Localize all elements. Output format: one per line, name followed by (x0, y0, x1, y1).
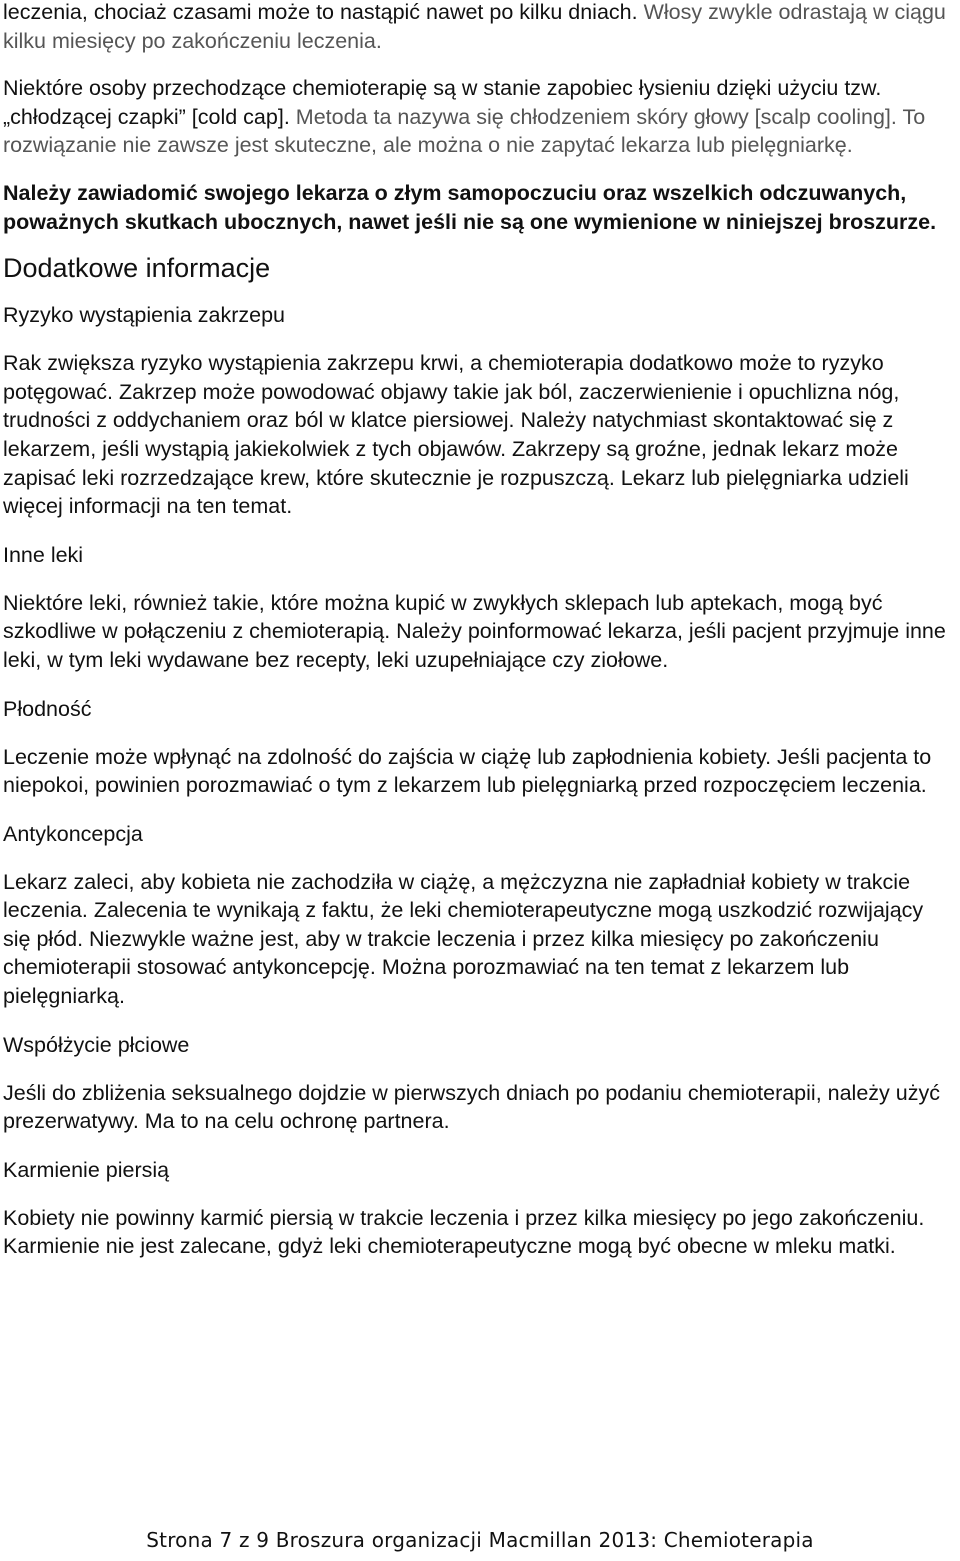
text-other-medicines: Niektóre leki, również takie, które można kupić w zwykłych sklepach lub aptekach, mogą być szkodliwe w połączeniu z chemioterapią. Należy poinformować lekarza, jeśli pacjent przyjmuje inne leki, w tym leki wydawane bez recepty, leki uzupełniające czy ziołowe. (3, 590, 946, 672)
page-footer: Strona 7 z 9 Broszura organizacji Macmillan 2013: Chemioterapia (146, 1528, 814, 1552)
continued-paragraph (3, 0, 955, 55)
heading-breastfeeding: Karmienie piersią (3, 1157, 170, 1182)
cold-cap-paragraph (3, 74, 955, 160)
heading-blood-clot: Ryzyko wystąpienia zakrzepu (3, 303, 286, 328)
document-content (3, 0, 955, 1281)
text-sexual-intercourse: Jeśli do zbliżenia seksualnego dojdzie w pierwszych dniach po podaniu chemioterapii, należy użyć prezerwatywy. Ma to na celu ochronę partnera. (3, 1080, 940, 1134)
text-contraception: Lekarz zaleci, aby kobieta nie zachodziła w ciążę, a mężczyzna nie zapładniał kobiety w trakcie leczenia. Zalecenia te wynikają z faktu, że leki chemioterapeutyczne mogą uszkodzić rozwijający się płód. Niezwykle ważne jest, aby w trakcie leczenia i przez kilka miesięcy po zakończeniu chemioterapii stosować antykoncepcję. Można porozmawiać na ten temat z lekarzem lub pielęgniarką. (3, 869, 924, 1009)
heading-fertility: Płodność (3, 696, 92, 721)
side-effects-warning: Należy zawiadomić swojego lekarza o złym samopoczuciu oraz wszelkich odczuwanych, poważnych skutkach ubocznych, nawet jeśli nie są one wymienione w niniejszej broszurze. (3, 180, 937, 234)
text-blood-clot: Rak zwiększa ryzyko wystąpienia zakrzepu krwi, a chemioterapia dodatkowo może to ryzyko potęgować. Zakrzep może powodować objawy takie jak ból, zaczerwienienie i opuchlizna nóg, trudności z oddychaniem oraz ból w klatce piersiowej. Należy natychmiast skontaktować się z lekarzem, jeśli wystąpią jakiekolwiek z tych objawów. Zakrzepy są groźne, jednak lekarz może zapisać leki rozrzedzające krew, które skutecznie je rozpuszczą. Lekarz lub pielęgniarka udzieli więcej informacji na ten temat. (3, 351, 909, 519)
cold-cap-text: Niektóre osoby przechodzące chemioterapię są w stanie zapobiec łysieniu dzięki użyciu tzw. „chłodzącej czapki” [cold cap]. (3, 76, 882, 129)
continued-text: leczenia, chociaż czasami może to nastąpić nawet po kilku dniach. (3, 0, 638, 24)
cold-cap-note: To rozwiązanie nie zawsze jest skuteczne, ale można o nie zapytać lekarza lub pielęgniarkę. (3, 104, 926, 158)
continued-gray-text: Włosy zwykle odrastają w ciągu kilku miesięcy po zakończeniu leczenia. (3, 0, 946, 53)
heading-contraception: Antykoncepcja (3, 821, 143, 846)
heading-other-medicines: Inne leki (3, 542, 84, 567)
text-fertility: Leczenie może wpłynąć na zdolność do zajścia w ciążę lub zapłodnienia kobiety. Jeśli pacjenta to niepokoi, powinien porozmawiać o tym z lekarzem lub pielęgniarką przed rozpoczęciem leczenia. (3, 744, 932, 798)
heading-sexual-intercourse: Współżycie płciowe (3, 1032, 190, 1057)
section-title: Dodatkowe informacje (3, 253, 271, 284)
text-breastfeeding: Kobiety nie powinny karmić piersią w trakcie leczenia i przez kilka miesięcy po jego zakończeniu. Karmienie nie jest zalecane, gdyż leki chemioterapeutyczne mogą być obecne w mleku matki. (3, 1205, 925, 1259)
scalp-cooling-text: Metoda ta nazywa się chłodzeniem skóry głowy [scalp cooling]. (295, 104, 897, 129)
